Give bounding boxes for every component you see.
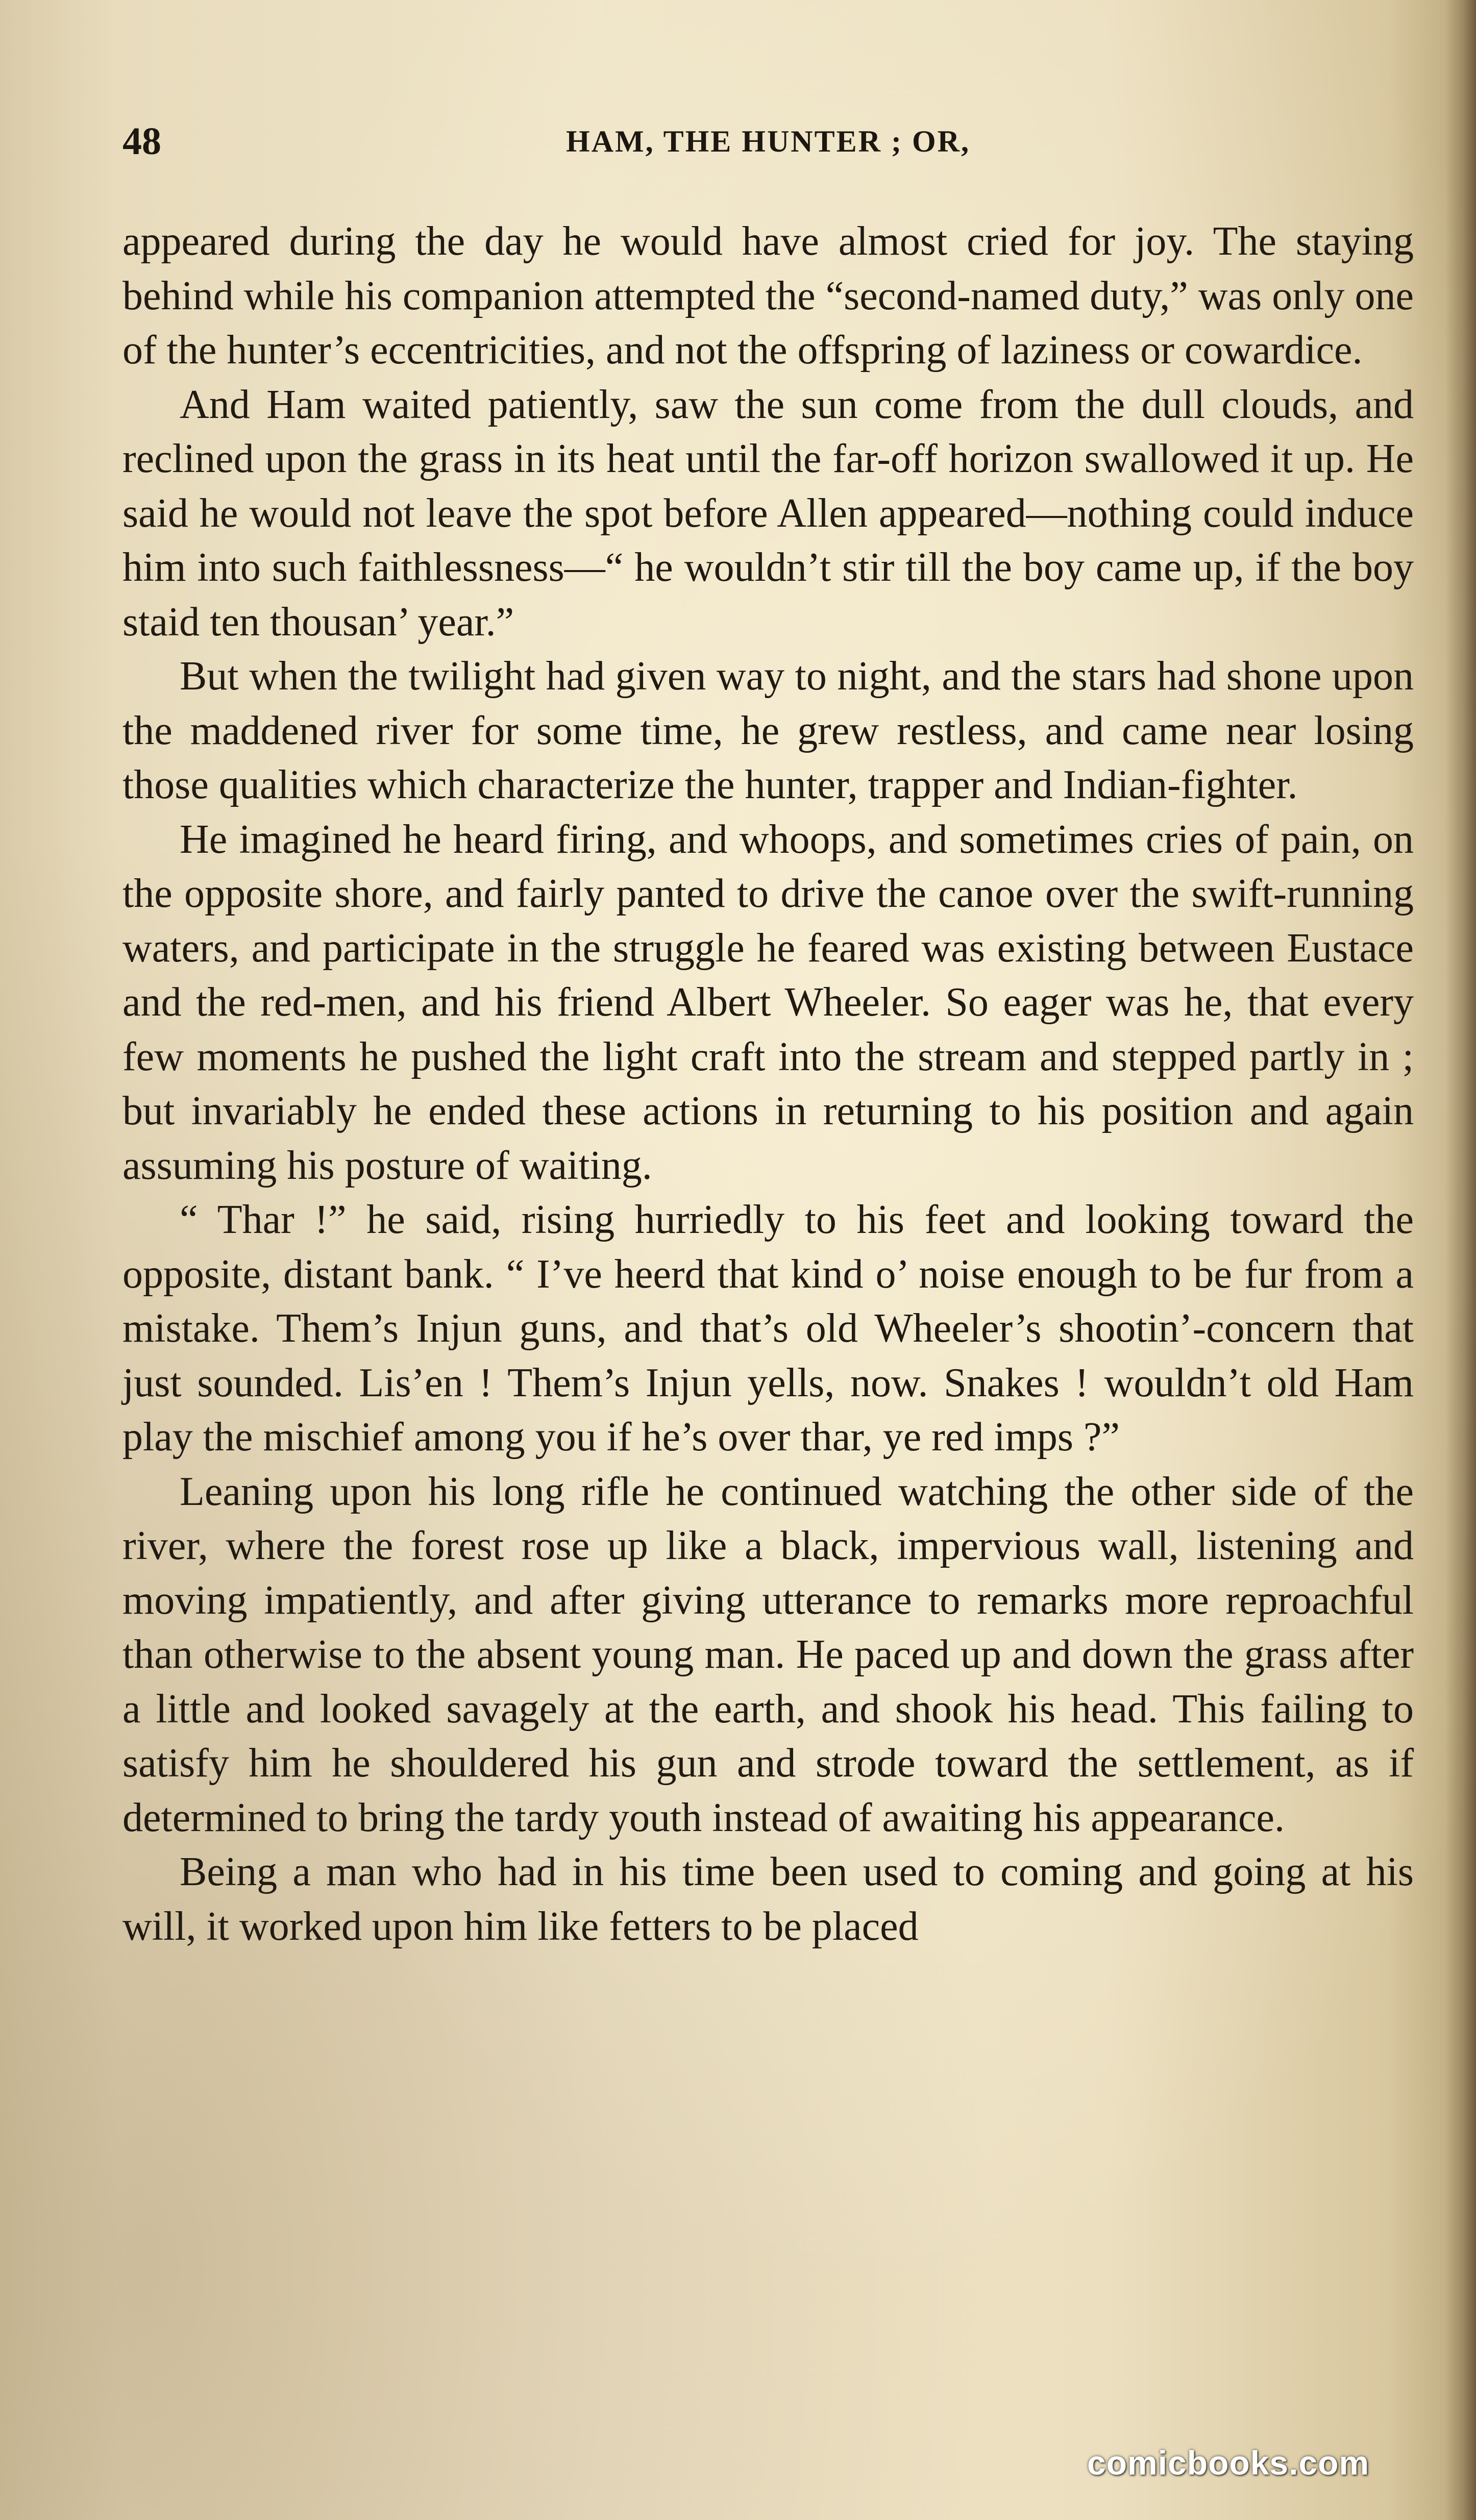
paragraph: He imagined he heard firing, and whoops, and sometimes cries of pain, on the opposite shore, and fairly panted to drive the canoe over the swift-running waters, and participate in the struggle he feared was existing between Eustace and the red-men, and his friend Albert Wheeler. So eager was he, that every few moments he pushed the light craft into the stream and stepped partly in ; but invariably he ended these actions in returning to his position and again assuming his posture of waiting. — [122, 817, 1414, 1188]
paragraph: appeared during the day he would have almost cried for joy. The staying behind while his companion attempted the “second-named duty,” was only one of the hunter’s eccentricities, and not the offspring of laziness or cowardice. — [122, 219, 1414, 373]
paragraph: And Ham waited patiently, saw the sun come from the dull clouds, and reclined upon the grass in its heat until the far-off horizon swallowed it up. He said he would not leave the spot before Allen appeared—nothing could induce him into such faithlessness—“ he wouldn’t stir till the boy came up, if the boy staid ten thousan’ year.” — [122, 382, 1414, 645]
watermark: comicbooks.com — [1087, 2444, 1370, 2482]
paragraph: “ Thar !” he said, rising hurriedly to his feet and looking toward the opposite, distant bank. “ I’ve heerd that kind o’ noise enough to be fur from a mistake. Them’s Injun guns, and that’s old Wheeler’s shootin’-concern that just sounded. Lis’en ! Them’s Injun yells, now. Snakes ! wouldn’t old Ham play the mischief among you if he’s over thar, ye red imps ?” — [122, 1197, 1414, 1460]
page-number: 48 — [122, 120, 161, 163]
paragraph: Being a man who had in his time been used to coming and going at his will, it worked upon him like fetters to be placed — [122, 1849, 1414, 1949]
page-edge-shadow — [1445, 0, 1476, 2520]
page-header — [122, 113, 1414, 169]
paragraph: But when the twilight had given way to night, and the stars had shone upon the maddened river for some time, he grew restless, and came near losing those qualities which characterize the hunter, trapper and Indian-fighter. — [122, 654, 1414, 807]
body-text — [122, 214, 1414, 1954]
running-head: HAM, THE HUNTER ; OR, — [566, 125, 970, 158]
paragraph: Leaning upon his long rifle he continued watching the other side of the river, where the forest rose up like a black, impervious wall, listening and moving impatiently, and after giving utterance to remarks more reproachful than otherwise to the absent young man. He paced up and down the grass after a little and looked savagely at the earth, and shook his head. This failing to satisfy him he shouldered his gun and strode toward the settlement, as if determined to bring the tardy youth instead of awaiting his appearance. — [122, 1469, 1414, 1840]
